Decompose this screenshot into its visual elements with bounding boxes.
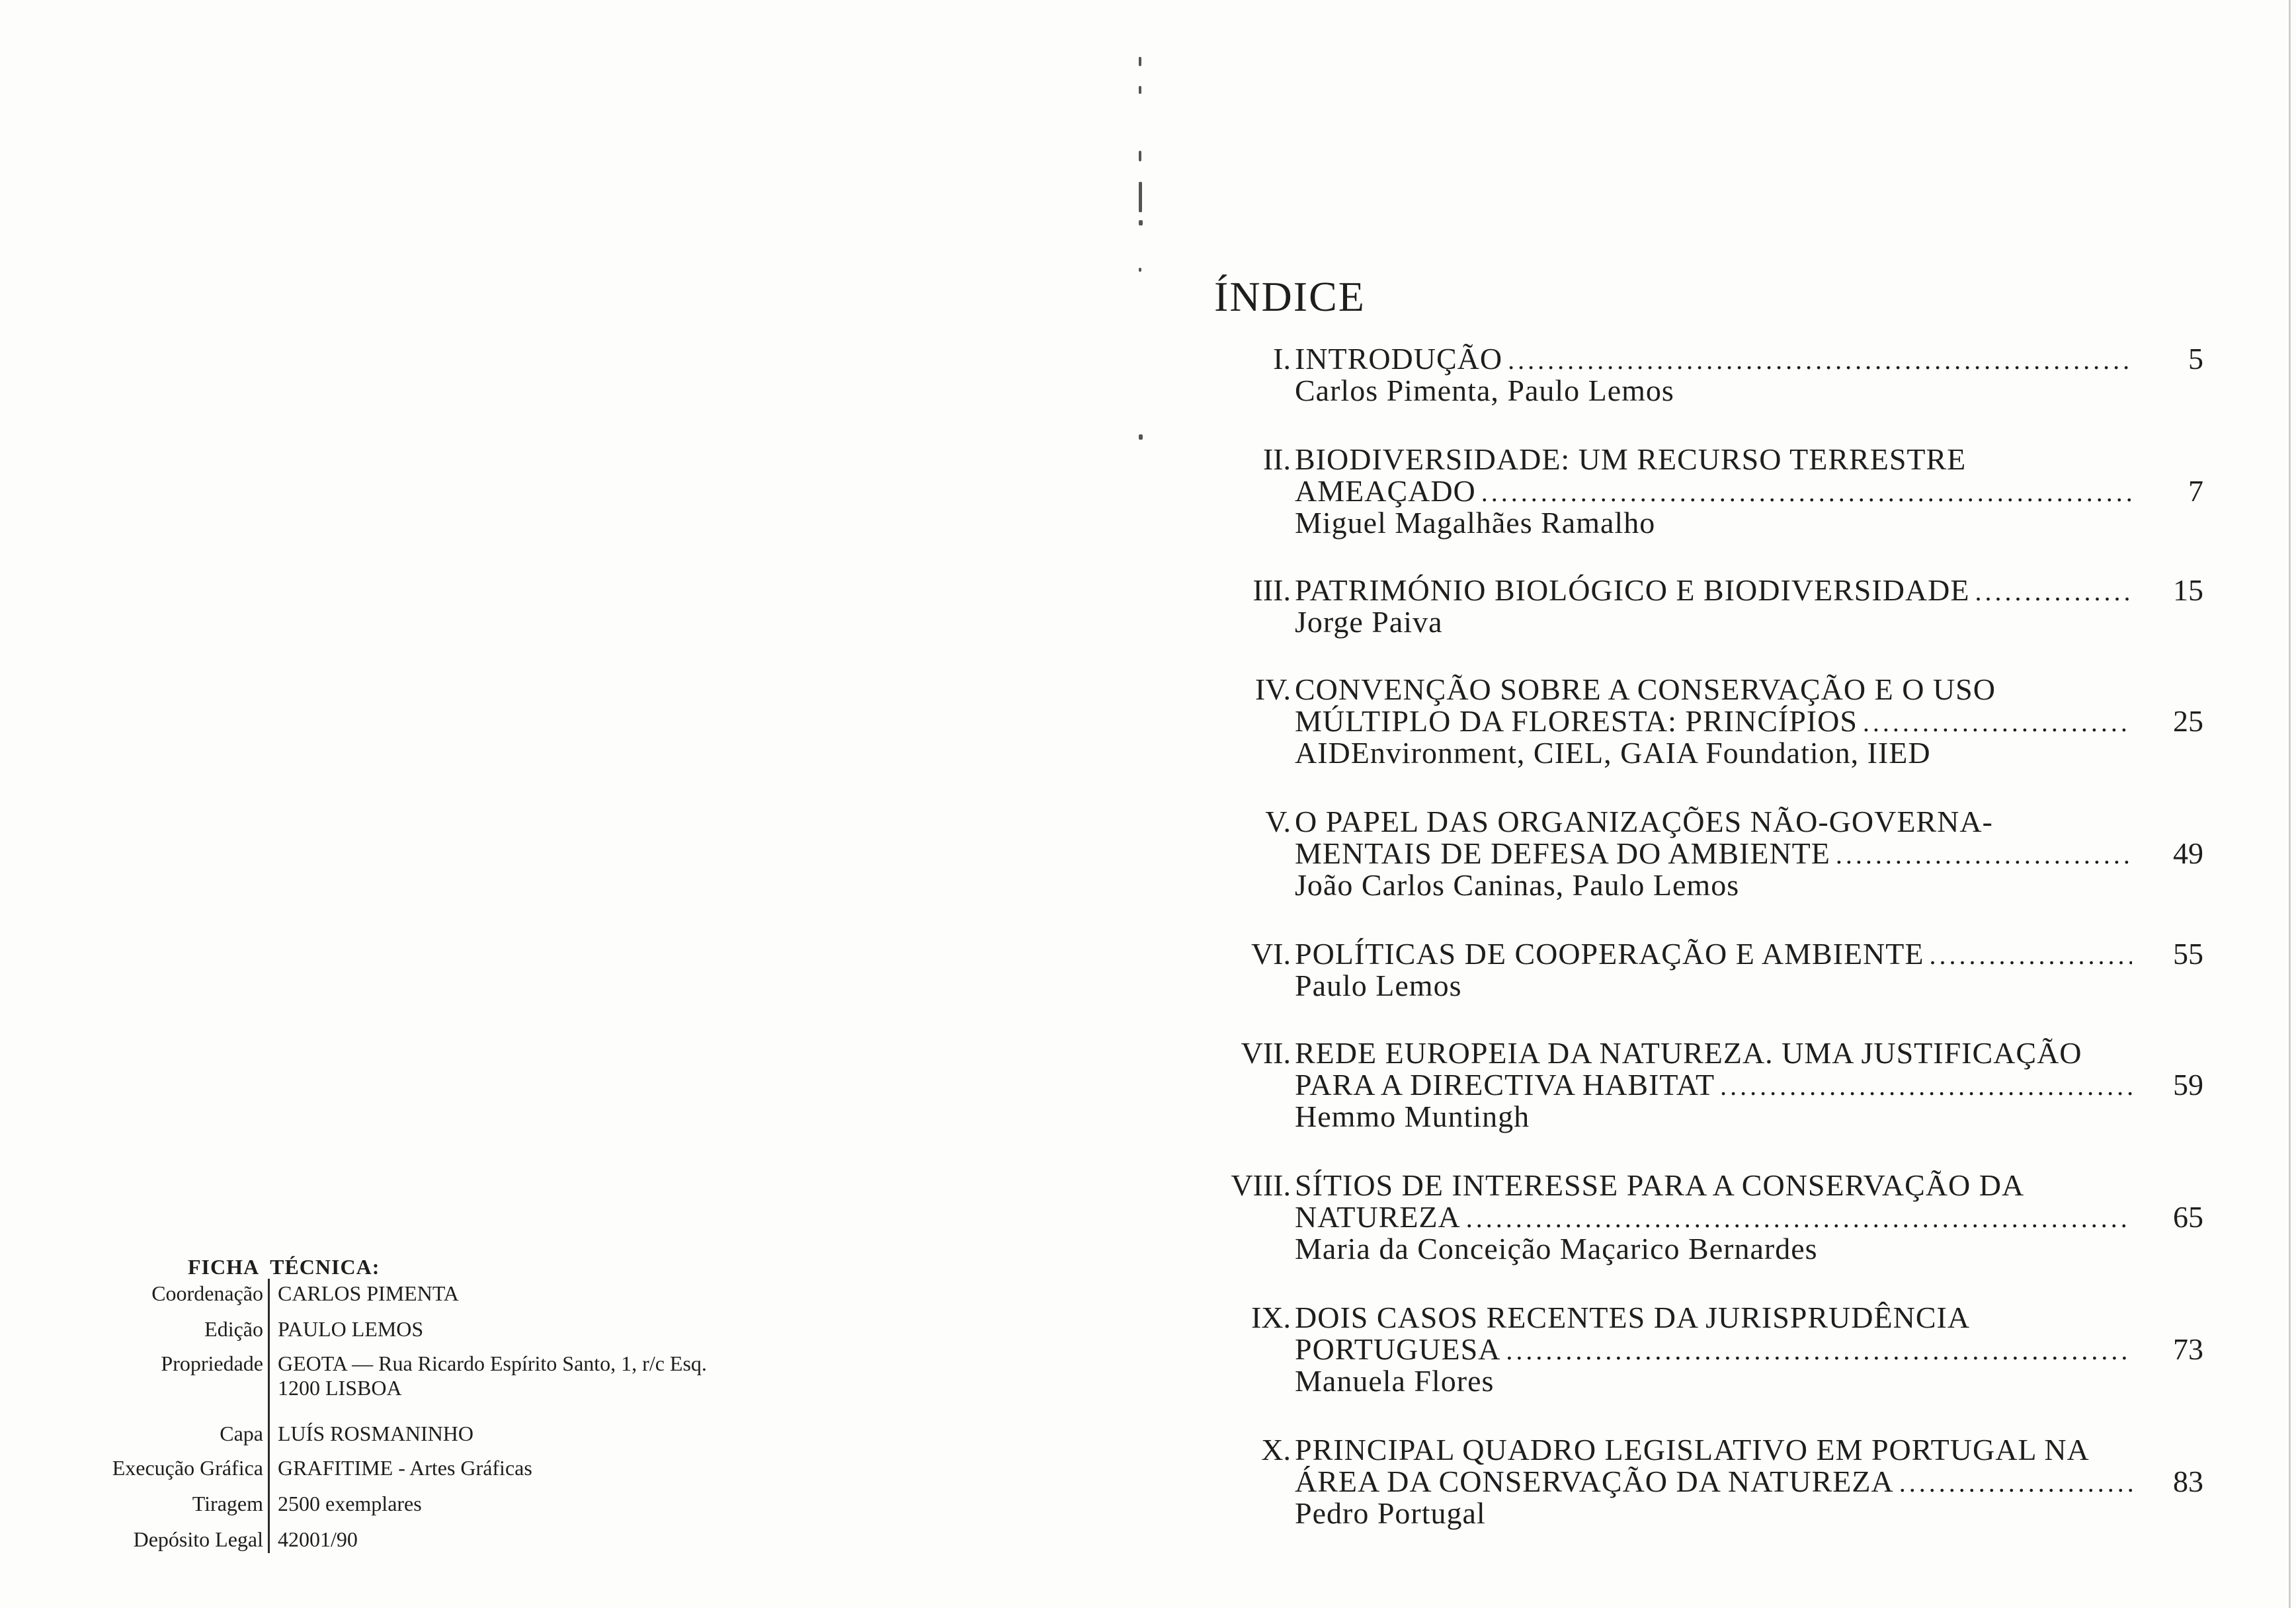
ficha-divider-rule [268, 1279, 270, 1553]
ficha-value [278, 1351, 707, 1400]
toc-entry-page: 25 [2173, 704, 2203, 738]
toc-entry-page: 15 [2173, 573, 2203, 607]
toc-entry-number: VII. [1241, 1036, 1291, 1070]
ficha-value: 2500 exemplares [278, 1492, 422, 1515]
toc-entry-title-line [1295, 341, 2137, 376]
toc-entry-page: 59 [2173, 1068, 2203, 1102]
toc-entry-title-line: SÍTIOS DE INTERESSE PARA A CONSERVAÇÃO DA [1295, 1168, 2025, 1202]
ficha-value: LUÍS ROSMANINHO [278, 1422, 474, 1445]
ficha-value: PAULO LEMOS [278, 1317, 424, 1341]
toc-entry-author: Maria da Conceição Maçarico Bernardes [1295, 1232, 1818, 1266]
toc-entry-title-line: DOIS CASOS RECENTES DA JURISPRUDÊNCIA [1295, 1301, 1971, 1334]
toc-entry-title-line [1295, 936, 2137, 971]
ficha-value: 42001/90 [278, 1527, 358, 1551]
toc-dot-leader [1481, 477, 2132, 508]
toc-entry-number: II. [1262, 442, 1291, 476]
toc-entry-title-line [1295, 836, 2137, 871]
toc-entry-page: 73 [2173, 1332, 2203, 1366]
toc-entry-title-line [1295, 1067, 2137, 1102]
gutter-speck [1139, 151, 1141, 161]
toc-entry-page: 55 [2173, 937, 2203, 971]
toc-entry-page: 7 [2188, 474, 2203, 508]
toc-entry-title-line [1295, 1464, 2137, 1499]
toc-entry-author: Paulo Lemos [1295, 969, 1462, 1002]
gutter-speck [1139, 434, 1143, 440]
toc-entry-title: INTRODUÇÃO [1295, 342, 1503, 376]
toc-entry-title-line: PRINCIPAL QUADRO LEGISLATIVO EM PORTUGAL NA [1295, 1433, 2090, 1467]
toc-entry-number: IV. [1254, 672, 1291, 706]
toc-entry-title: POLÍTICAS DE COOPERAÇÃO E AMBIENTE [1295, 937, 1924, 971]
toc-entry-title: AMEAÇADO [1295, 474, 1476, 508]
page-edge-line [2289, 0, 2291, 1608]
toc-entry-title: ÁREA DA CONSERVAÇÃO DA NATUREZA [1295, 1465, 1894, 1498]
ficha-heading-word-1: FICHA [188, 1255, 260, 1279]
toc-entry-title-line [1295, 1332, 2137, 1367]
toc-entry-title: MÚLTIPLO DA FLORESTA: PRINCÍPIOS [1295, 704, 1858, 738]
toc-dot-leader [1720, 1070, 2132, 1102]
ficha-value-line-1: GEOTA — Rua Ricardo Espírito Santo, 1, r/c Esq. [278, 1351, 707, 1375]
ficha-heading-word-2: TÉCNICA: [270, 1255, 380, 1279]
toc-entry-title-line: CONVENÇÃO SOBRE A CONSERVAÇÃO E O USO [1295, 672, 1996, 706]
ficha-value: CARLOS PIMENTA [278, 1281, 459, 1305]
toc-dot-leader [1506, 1335, 2132, 1366]
toc-entry-page: 5 [2188, 342, 2203, 376]
ficha-heading [188, 1255, 380, 1279]
toc-entry-page: 65 [2173, 1200, 2203, 1234]
toc-entry-title-line [1295, 573, 2137, 608]
ficha-value: GRAFITIME - Artes Gráficas [278, 1456, 532, 1480]
toc-entry-title: MENTAIS DE DEFESA DO AMBIENTE [1295, 836, 1830, 870]
gutter-speck [1139, 182, 1142, 212]
toc-entry-author: Hemmo Muntingh [1295, 1100, 1530, 1133]
toc-dot-leader [1975, 576, 2132, 607]
ficha-label: Depósito Legal [133, 1527, 263, 1551]
toc-dot-leader [1836, 839, 2132, 870]
toc-entry-number: VIII. [1231, 1168, 1291, 1202]
toc-entry-number: IX. [1250, 1301, 1291, 1334]
toc-entry-author: Miguel Magalhães Ramalho [1295, 506, 1656, 540]
toc-dot-leader [1508, 344, 2132, 376]
toc-entry-title-line: O PAPEL DAS ORGANIZAÇÕES NÃO-GOVERNA- [1295, 805, 1993, 838]
toc-dot-leader [1863, 707, 2132, 738]
toc-entry-number: I. [1273, 342, 1291, 376]
toc-entry-title-line: BIODIVERSIDADE: UM RECURSO TERRESTRE [1295, 442, 1967, 476]
ficha-label: Tiragem [192, 1492, 263, 1515]
toc-entry-author: Pedro Portugal [1295, 1496, 1486, 1530]
gutter-speck [1139, 220, 1143, 225]
toc-entry-author: AIDEnvironment, CIEL, GAIA Foundation, IIED [1295, 736, 1931, 770]
ficha-label: Propriedade [161, 1351, 263, 1375]
toc-entry-number: III. [1252, 573, 1291, 607]
toc-entry-author: Manuela Flores [1295, 1364, 1495, 1398]
toc-entry-number: X. [1261, 1433, 1291, 1467]
toc-entry-page: 49 [2173, 836, 2203, 870]
ficha-label: Capa [220, 1422, 263, 1445]
toc-entry-title-line: REDE EUROPEIA DA NATUREZA. UMA JUSTIFICAÇÃO [1295, 1036, 2082, 1070]
ficha-label: Execução Gráfica [112, 1456, 263, 1480]
toc-entry-title: PATRIMÓNIO BIOLÓGICO E BIODIVERSIDADE [1295, 573, 1970, 607]
toc-entry-title-line [1295, 1199, 2137, 1234]
toc-entry-number: VI. [1250, 937, 1291, 971]
ficha-label: Edição [204, 1317, 263, 1341]
toc-entry-author: Jorge Paiva [1295, 605, 1443, 639]
toc-entry-author: Carlos Pimenta, Paulo Lemos [1295, 374, 1674, 407]
toc-entry-page: 83 [2173, 1465, 2203, 1498]
toc-dot-leader [1929, 940, 2132, 971]
gutter-speck [1139, 86, 1141, 94]
toc-dot-leader [1899, 1467, 2132, 1498]
ficha-value-line-2: 1200 LISBOA [278, 1376, 402, 1400]
gutter-speck [1139, 57, 1141, 66]
toc-entry-title: NATUREZA [1295, 1200, 1461, 1234]
ficha-label: Coordenação [151, 1281, 263, 1305]
gutter-speck [1139, 268, 1141, 272]
toc-entry-title: PORTUGUESA [1295, 1332, 1501, 1366]
index-title: ÍNDICE [1214, 273, 1366, 320]
toc-entry-title-line [1295, 473, 2137, 508]
toc-entry-number: V. [1265, 805, 1291, 838]
toc-entry-title-line [1295, 704, 2137, 739]
toc-dot-leader [1466, 1203, 2132, 1234]
toc-entry-title: PARA A DIRECTIVA HABITAT [1295, 1068, 1715, 1102]
toc-entry-author: João Carlos Caninas, Paulo Lemos [1295, 868, 1740, 902]
